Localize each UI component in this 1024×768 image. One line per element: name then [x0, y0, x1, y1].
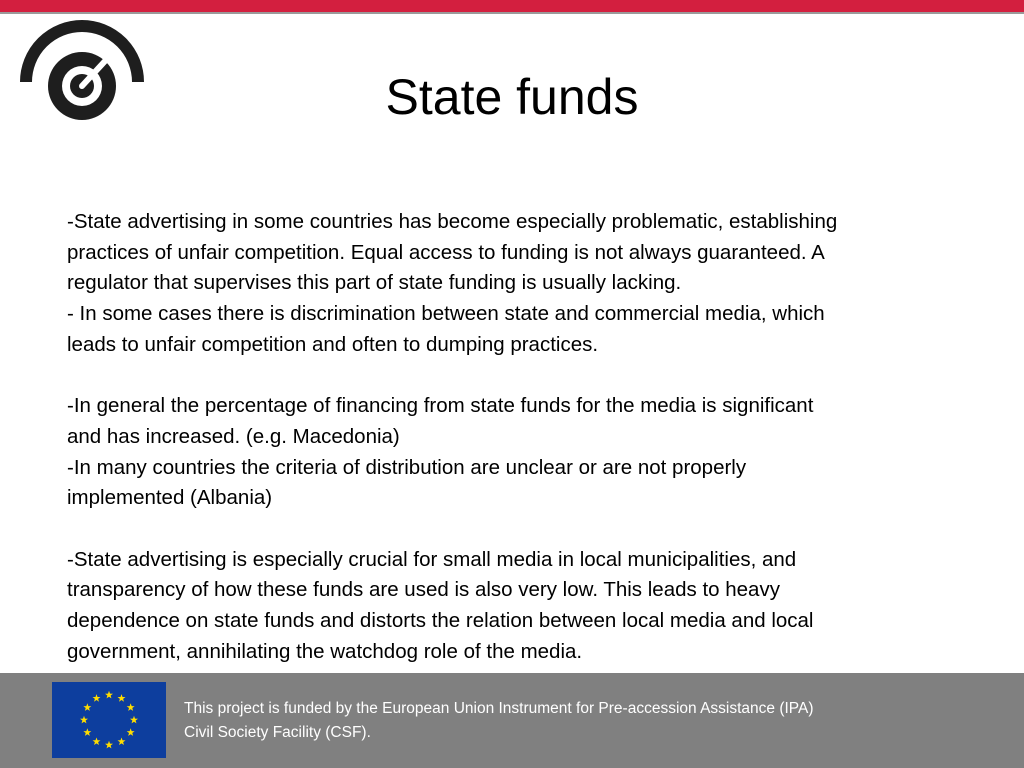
body-line: implemented (Albania) [67, 486, 273, 510]
eu-flag-icon [52, 682, 166, 758]
body-line: leads to unfair competition and often to dumping practices. [67, 332, 599, 356]
top-accent-bar [0, 0, 1024, 14]
body-line: regulator that supervises this part of state funding is usually lacking. [67, 271, 682, 295]
slide-body [67, 207, 967, 668]
body-line: -State advertising is especially crucial for small media in local municipalities, and [67, 547, 797, 571]
paragraph-spacer [67, 361, 967, 392]
body-line: dependence on state funds and distorts the relation between local media and local [67, 609, 814, 633]
paragraph-spacer [67, 514, 967, 545]
body-line: - In some cases there is discrimination between state and commercial media, which [67, 302, 825, 326]
footer-bar [0, 673, 1024, 768]
body-line: government, annihilating the watchdog role of the media. [67, 639, 583, 663]
body-line: -In many countries the criteria of distribution are unclear or are not properly [67, 455, 747, 479]
slide-title: State funds [385, 69, 639, 125]
funding-notice-line: This project is funded by the European Union Instrument for Pre-accession Assistance (IPA) [184, 700, 814, 717]
body-line: practices of unfair competition. Equal access to funding is not always guaranteed. A [67, 240, 825, 264]
body-line: -State advertising in some countries has become especially problematic, establishing [67, 210, 838, 233]
body-line: and has increased. (e.g. Macedonia) [67, 424, 400, 448]
body-line: transparency of how these funds are used is also very low. This leads to heavy [67, 578, 780, 602]
funding-notice [184, 697, 984, 745]
body-line: -In general the percentage of financing from state funds for the media is significant [67, 394, 814, 418]
funding-notice-line: Civil Society Facility (CSF). [184, 724, 371, 741]
